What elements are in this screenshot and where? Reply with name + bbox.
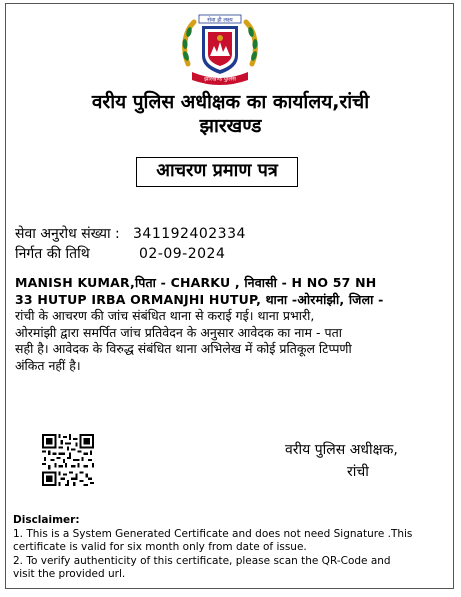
- jharkhand-police-emblem: [180, 12, 260, 88]
- body-line: अंकित नहीं है।: [15, 357, 81, 373]
- body-line: ओरमांझी द्वारा समर्पित जांच प्रतिवेदन के अनुसार आवेदक का नाम - पता: [15, 324, 342, 340]
- issue-date-label: निर्गत की तिथि: [15, 246, 90, 262]
- signatory-designation: वरीय पुलिस अधीक्षक,: [285, 442, 398, 458]
- request-number-row: [15, 224, 246, 243]
- signatory-place: रांची: [347, 464, 369, 480]
- body-line: रांची के आचरण की जांच संबंधित थाना से कराई गई। थाना प्रभारी,: [15, 308, 315, 323]
- qr-code-icon: [42, 434, 94, 486]
- request-number-value: 341192402334: [133, 226, 246, 242]
- disclaimer-line: visit the provided url.: [13, 568, 126, 580]
- svg-text:सेवा ही लक्ष्य: सेवा ही लक्ष्य: [207, 17, 233, 24]
- body-line: MANISH KUMAR,पिता - CHARKU , निवासी - H NO 57 NH: [15, 275, 377, 290]
- office-title-line2: झारखण्ड: [199, 115, 262, 137]
- issue-date-value: 02-09-2024: [139, 246, 226, 262]
- body-line: सही है। आवेदक के विरुद्ध संबंधित थाना अभिलेख में कोई प्रतिकूल टिप्पणी: [15, 341, 352, 356]
- svg-text:झारखण्ड पुलिस: झारखण्ड पुलिस: [204, 76, 236, 83]
- office-title-line1: वरीय पुलिस अधीक्षक का कार्यालय,रांची: [91, 91, 370, 113]
- disclaimer-line: certificate is valid for six month only from date of issue.: [13, 541, 307, 553]
- disclaimer-line: 2. To verify authenticity of this certificate, please scan the QR-Code and: [13, 554, 391, 567]
- disclaimer-heading: Disclaimer:: [13, 514, 80, 526]
- request-number-label: सेवा अनुरोध संख्या :: [15, 226, 120, 242]
- certificate-body: [15, 275, 445, 374]
- disclaimer-line: 1. This is a System Generated Certificate and does not need Signature .This: [13, 527, 413, 540]
- disclaimer: [13, 514, 453, 582]
- certificate-title: आचरण प्रमाण पत्र: [136, 157, 298, 187]
- issue-date-row: [15, 244, 225, 263]
- body-line: 33 HUTUP IRBA ORMANJHI HUTUP, थाना -ओरमांझी, जिला -: [15, 291, 384, 307]
